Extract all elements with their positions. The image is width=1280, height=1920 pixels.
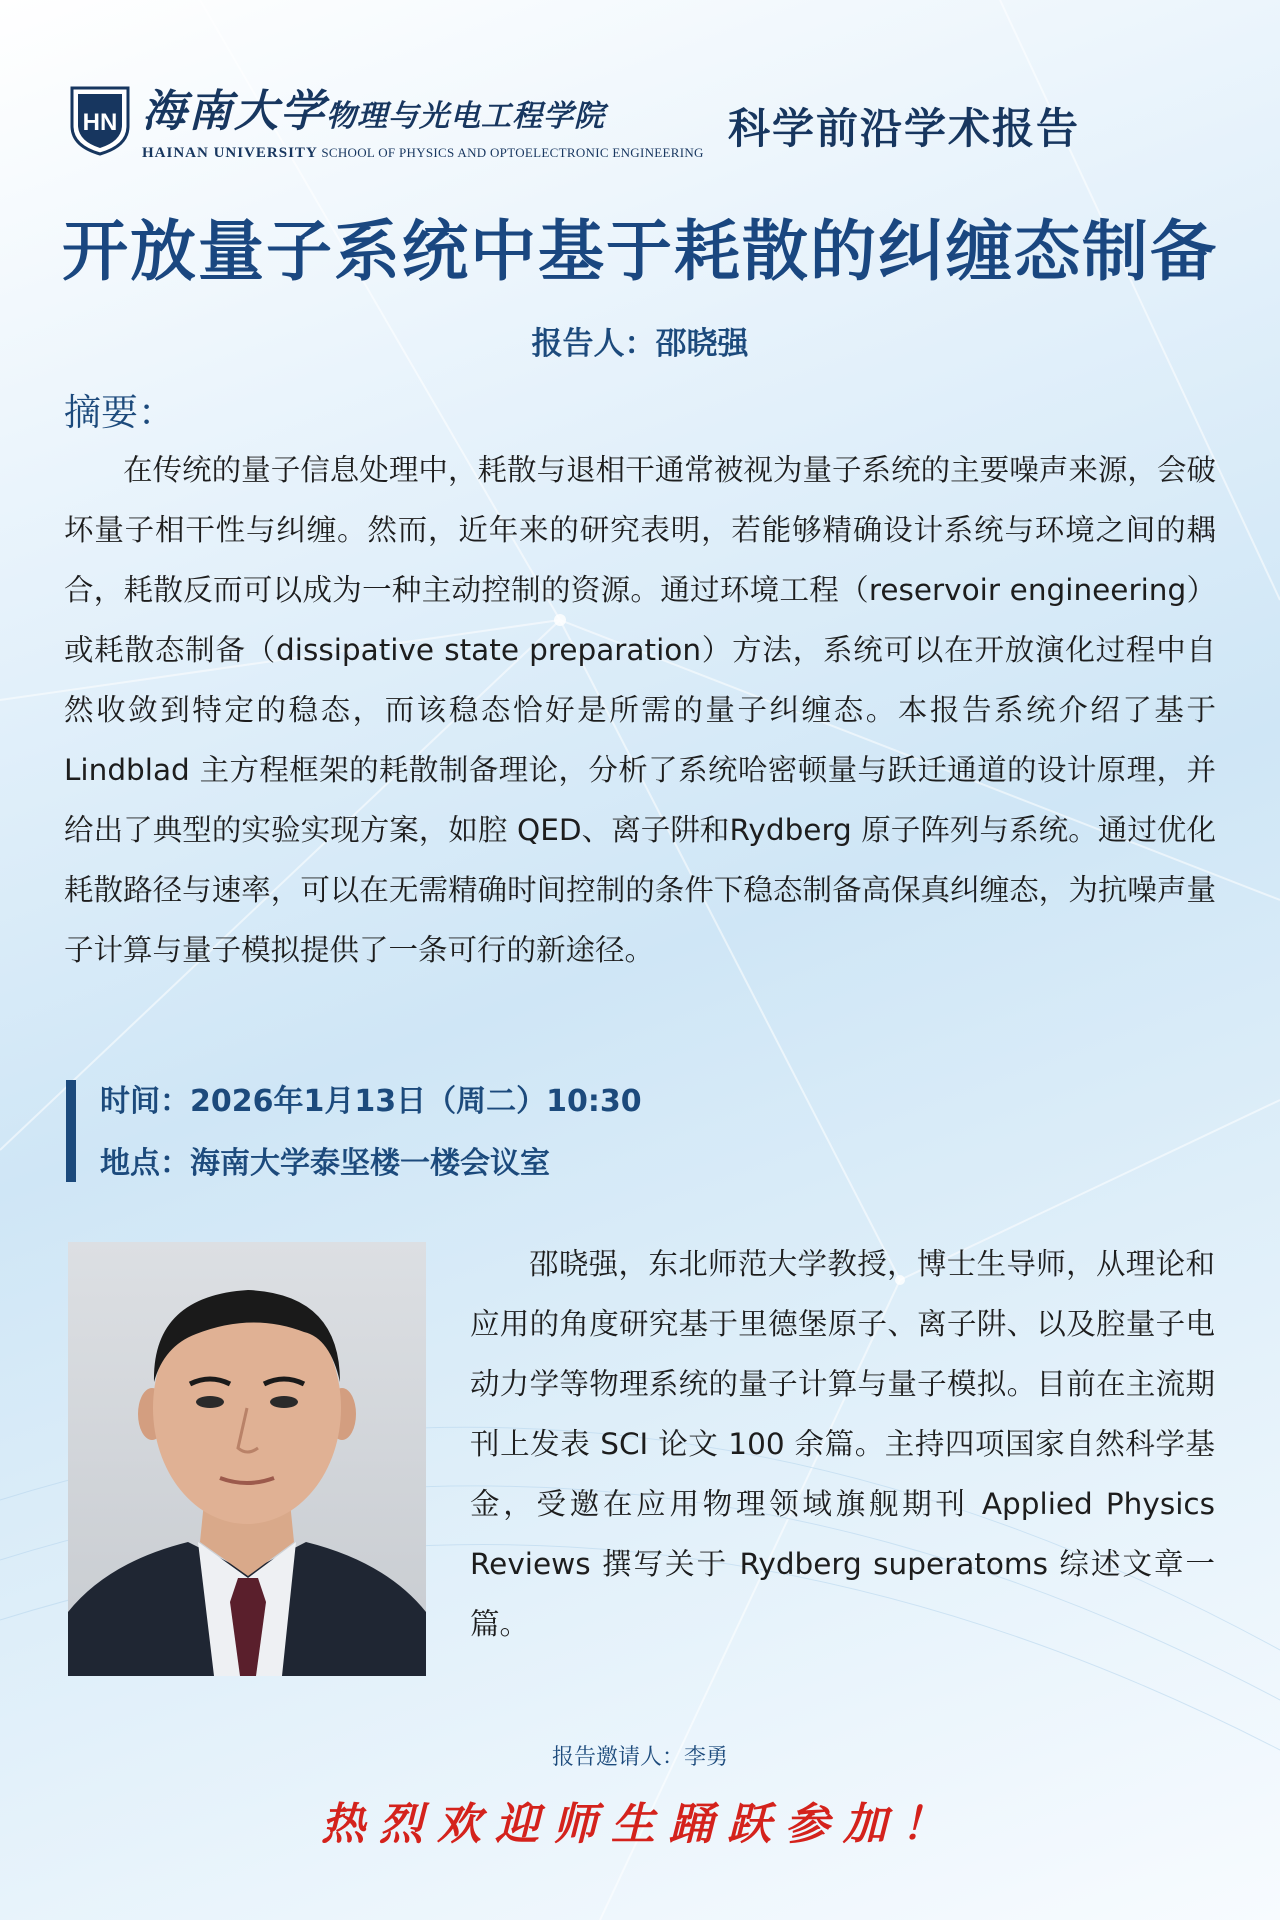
- speaker-portrait-icon: [68, 1242, 426, 1676]
- abstract-section: [64, 440, 1216, 980]
- speaker-photo: [68, 1242, 426, 1676]
- talk-time: 时间：2026年1月13日（周二）10:30: [100, 1084, 642, 1119]
- speaker-line: 报告人：邵晓强: [531, 326, 749, 362]
- talk-title: 开放量子系统中基于耗散的纠缠态制备: [62, 212, 1218, 290]
- info-accent-bar: [66, 1080, 76, 1182]
- speaker-bio: [470, 1234, 1215, 1654]
- welcome-slogan: 热烈欢迎师生踊跃参加！: [321, 1799, 959, 1850]
- university-en: HAINAN UNIVERSITY: [142, 145, 318, 161]
- university-name-block: [142, 86, 704, 162]
- abstract-text: 在传统的量子信息处理中，耗散与退相干通常被视为量子系统的主要噪声来源，会破坏量子相干性与纠缠。然而，近年来的研究表明，若能够精确设计系统与环境之间的耦合，耗散反而可以成为一种主动控制的资源。通过环境工程（reservoir engineering）或耗散态制备（dissipative state preparation）方法，系统可以在开放演化过程中自然收敛到特定的稳态，而该稳态恰好是所需的量子纠缠态。本报告系统介绍了基于 Lindblad 主方程框架的耗散制备理论，分析了系统哈密顿量与跃迁通道的设计原理，并给出了典型的实验实现方案，如腔 QED、离子阱和Rydberg 原子阵列与系统。通过优化耗散路径与速率，可以在无需精确时间控制的条件下稳态制备高保真纠缠态，为抗噪声量子计算与量子模拟提供了一条可行的新途径。: [64, 453, 1216, 967]
- university-logo-icon: [68, 82, 132, 156]
- university-name-en: [142, 145, 704, 162]
- university-cn: 海南大学: [142, 86, 326, 137]
- inviter-line: 报告邀请人：李勇: [551, 1745, 728, 1770]
- bio-text: 邵晓强，东北师范大学教授，博士生导师，从理论和应用的角度研究基于里德堡原子、离子阱、以及腔量子电动力学等物理系统的量子计算与量子模拟。目前在主流期刊上发表 SCI 论文 100 余篇。主持四项国家自然科学基金，受邀在应用物理领域旗舰期刊 Applied Physics Reviews 撰写关于 Rydberg superatoms 综述文章一篇。: [470, 1247, 1215, 1641]
- logo-letters: HN: [82, 109, 118, 136]
- talk-place: 地点：海南大学泰坚楼一楼会议室: [100, 1146, 550, 1181]
- series-title: 科学前沿学术报告: [728, 104, 1081, 153]
- school-cn: 物理与光电工程学院: [326, 99, 605, 134]
- university-name-cn: [142, 86, 682, 143]
- abstract-label: 摘要：: [64, 391, 175, 434]
- school-en: SCHOOL OF PHYSICS AND OPTOELECTRONIC ENGINEERING: [321, 145, 704, 160]
